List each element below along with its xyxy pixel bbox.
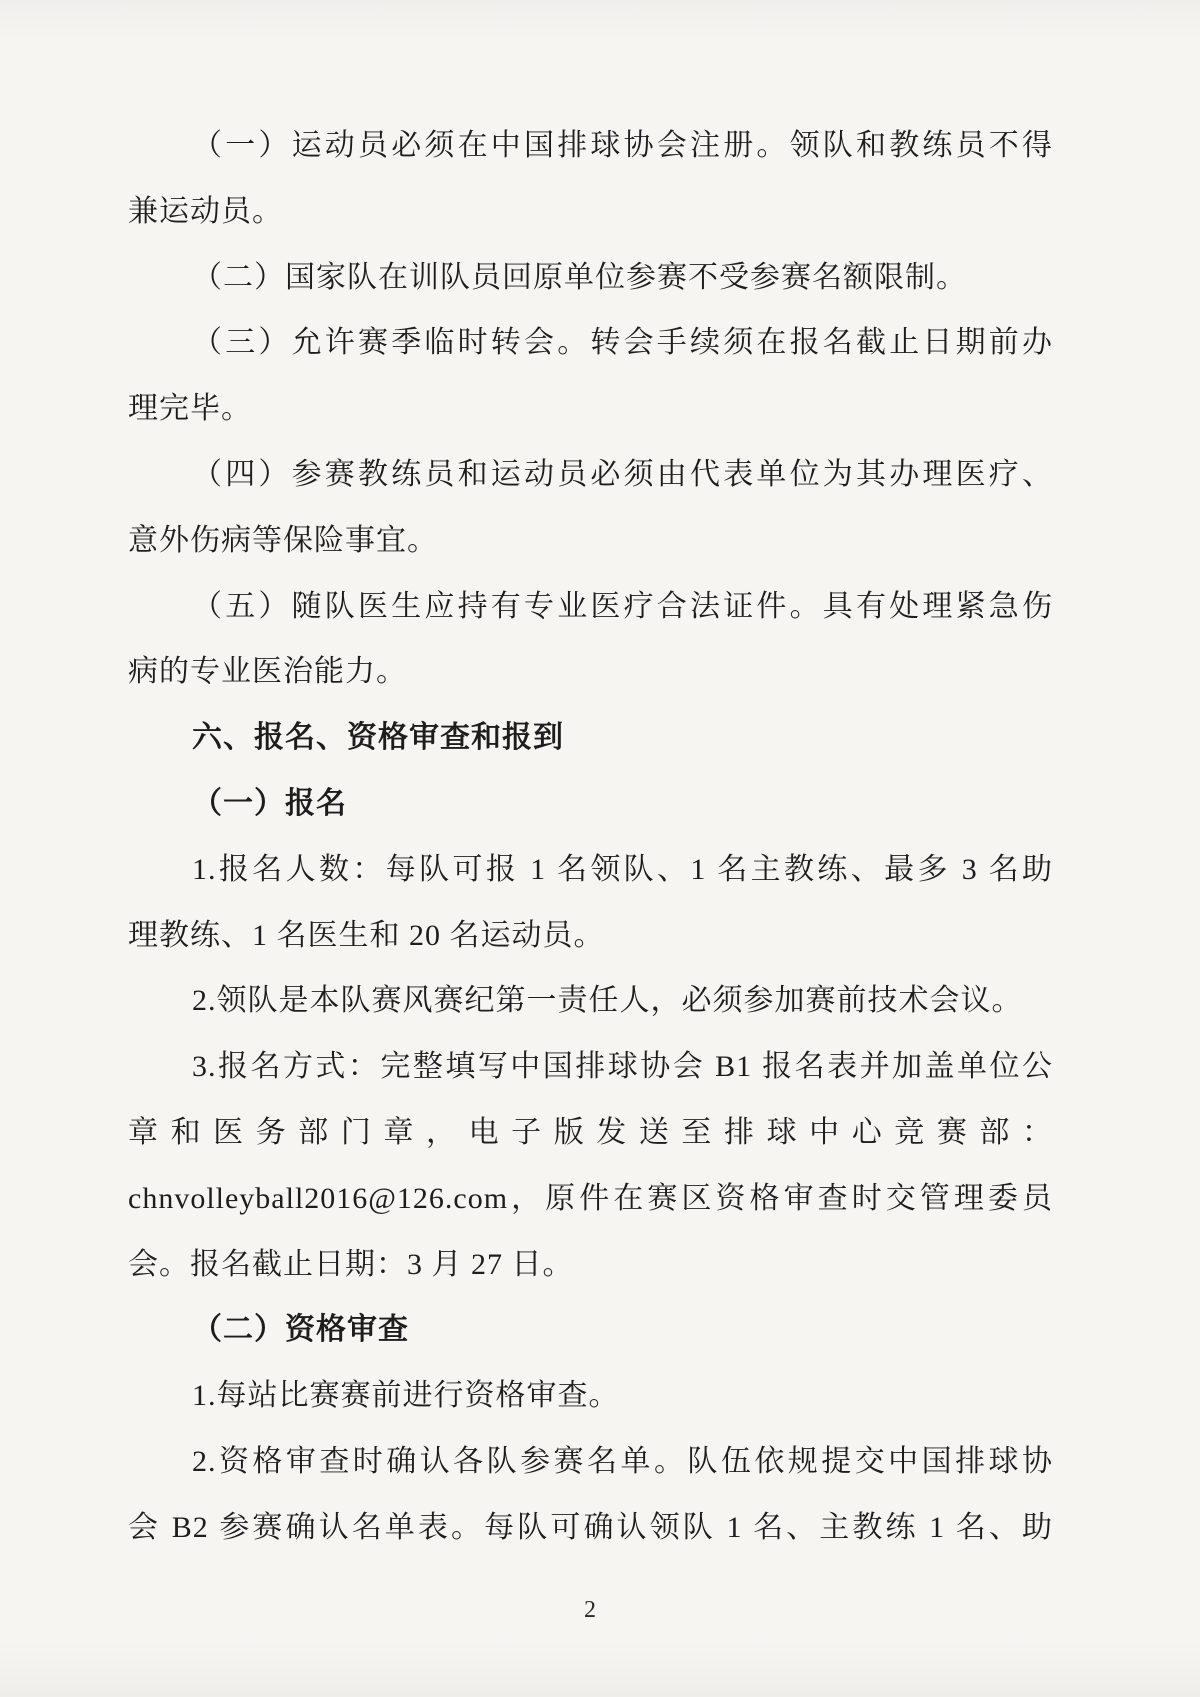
paragraph-line: （三）允许赛季临时转会。转会手续须在报名截止日期前办 — [192, 326, 1053, 360]
paragraph-line: 1.每站比赛赛前进行资格审查。 — [192, 1379, 620, 1413]
subsection-heading: （二）资格审查 — [192, 1313, 409, 1347]
paragraph-line: 会。报名截止日期：3 月 27 日。 — [128, 1247, 574, 1281]
subsection-heading: （一）报名 — [192, 786, 347, 820]
paragraph-line: （二）国家队在训队员回原单位参赛不受参赛名额限制。 — [192, 260, 967, 294]
paragraph-line: 3.报名方式：完整填写中国排球协会 B1 报名表并加盖单位公 — [192, 1050, 1053, 1084]
paragraph-line: （一）运动员必须在中国排球协会注册。领队和教练员不得 — [192, 129, 1053, 162]
paragraph-line: （四）参赛教练员和运动员必须由代表单位为其办理医疗、 — [192, 457, 1053, 491]
paragraph-line: 理教练、1 名医生和 20 名运动员。 — [128, 918, 605, 952]
paragraph-line: 1.报名人数：每队可报 1 名领队、1 名主教练、最多 3 名助 — [192, 852, 1053, 886]
section-heading: 六、报名、资格审查和报到 — [192, 721, 564, 755]
paragraph-line: 兼运动员。 — [128, 194, 283, 228]
paragraph-line: 2.领队是本队赛风赛纪第一责任人，必须参加赛前技术会议。 — [192, 984, 1023, 1018]
paragraph-line: （五）随队医生应持有专业医疗合法证件。具有处理紧急伤 — [192, 589, 1053, 623]
page-number: 2 — [584, 1597, 596, 1623]
paragraph-line: 会 B2 参赛确认名单表。每队可确认领队 1 名、主教练 1 名、助 — [128, 1510, 1053, 1544]
paragraph-line: 病的专业医治能力。 — [128, 655, 407, 689]
paragraph-line: 意外伤病等保险事宜。 — [128, 523, 438, 557]
paragraph-line: 2.资格审查时确认各队参赛名单。队伍依规提交中国排球协 — [192, 1444, 1053, 1478]
paragraph-line: 章和医务部门章，电子版发送至排球中心竞赛部： — [128, 1115, 1053, 1149]
document-body — [128, 113, 1053, 1561]
paragraph-line-email: chnvolleyball2016@126.com，原件在赛区资格审查时交管理委员 — [128, 1181, 1053, 1215]
paragraph-line: 理完毕。 — [128, 392, 252, 426]
